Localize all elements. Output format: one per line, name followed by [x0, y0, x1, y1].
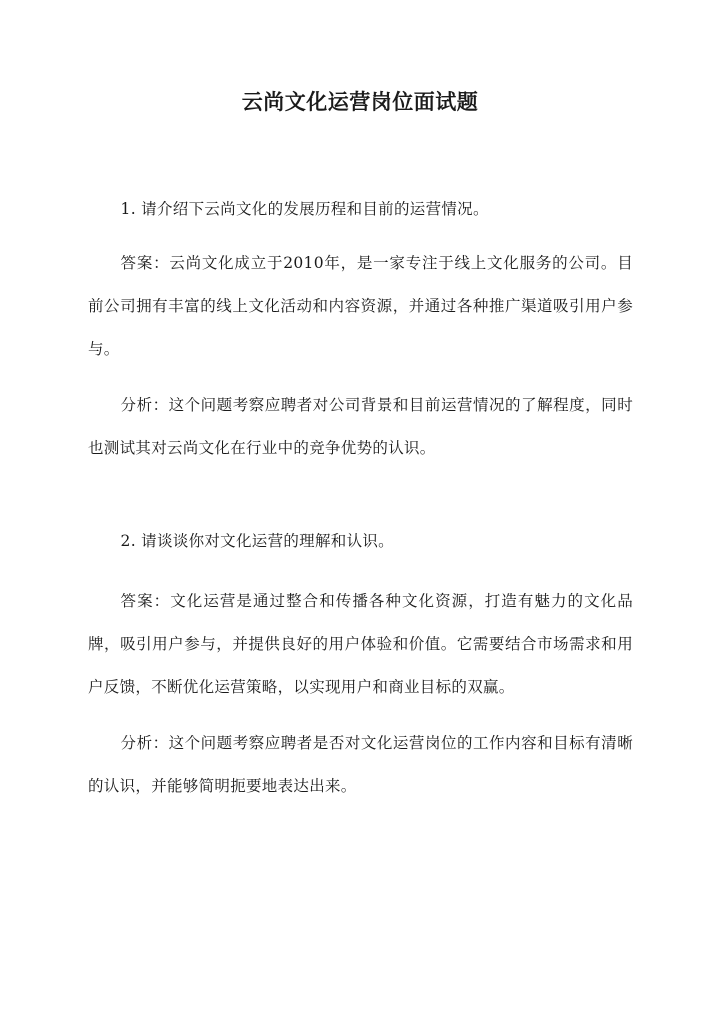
analysis-1: 分析：这个问题考察应聘者对公司背景和目前运营情况的了解程度，同时也测试其对云尚文化在行业中的竞争优势的认识。: [88, 396, 633, 457]
document-title: 云尚文化运营岗位面试题: [241, 89, 479, 114]
answer-1: 答案：云尚文化成立于2010年，是一家专注于线上文化服务的公司。目前公司拥有丰富的线上文化活动和内容资源，并通过各种推广渠道吸引用户参与。: [88, 254, 633, 358]
answer-2: 答案：文化运营是通过整合和传播各种文化资源，打造有魅力的文化品牌，吸引用户参与，并提供良好的用户体验和价值。它需要结合市场需求和用户反馈，不断优化运营策略，以实现用户和商业目标的双赢。: [88, 592, 633, 696]
question-1: 1. 请介绍下云尚文化的发展历程和目前的运营情况。: [120, 200, 489, 218]
analysis-2: 分析：这个问题考察应聘者是否对文化运营岗位的工作内容和目标有清晰的认识，并能够简明扼要地表达出来。: [88, 734, 633, 795]
question-2: 2. 请谈谈你对文化运营的理解和认识。: [120, 532, 394, 550]
